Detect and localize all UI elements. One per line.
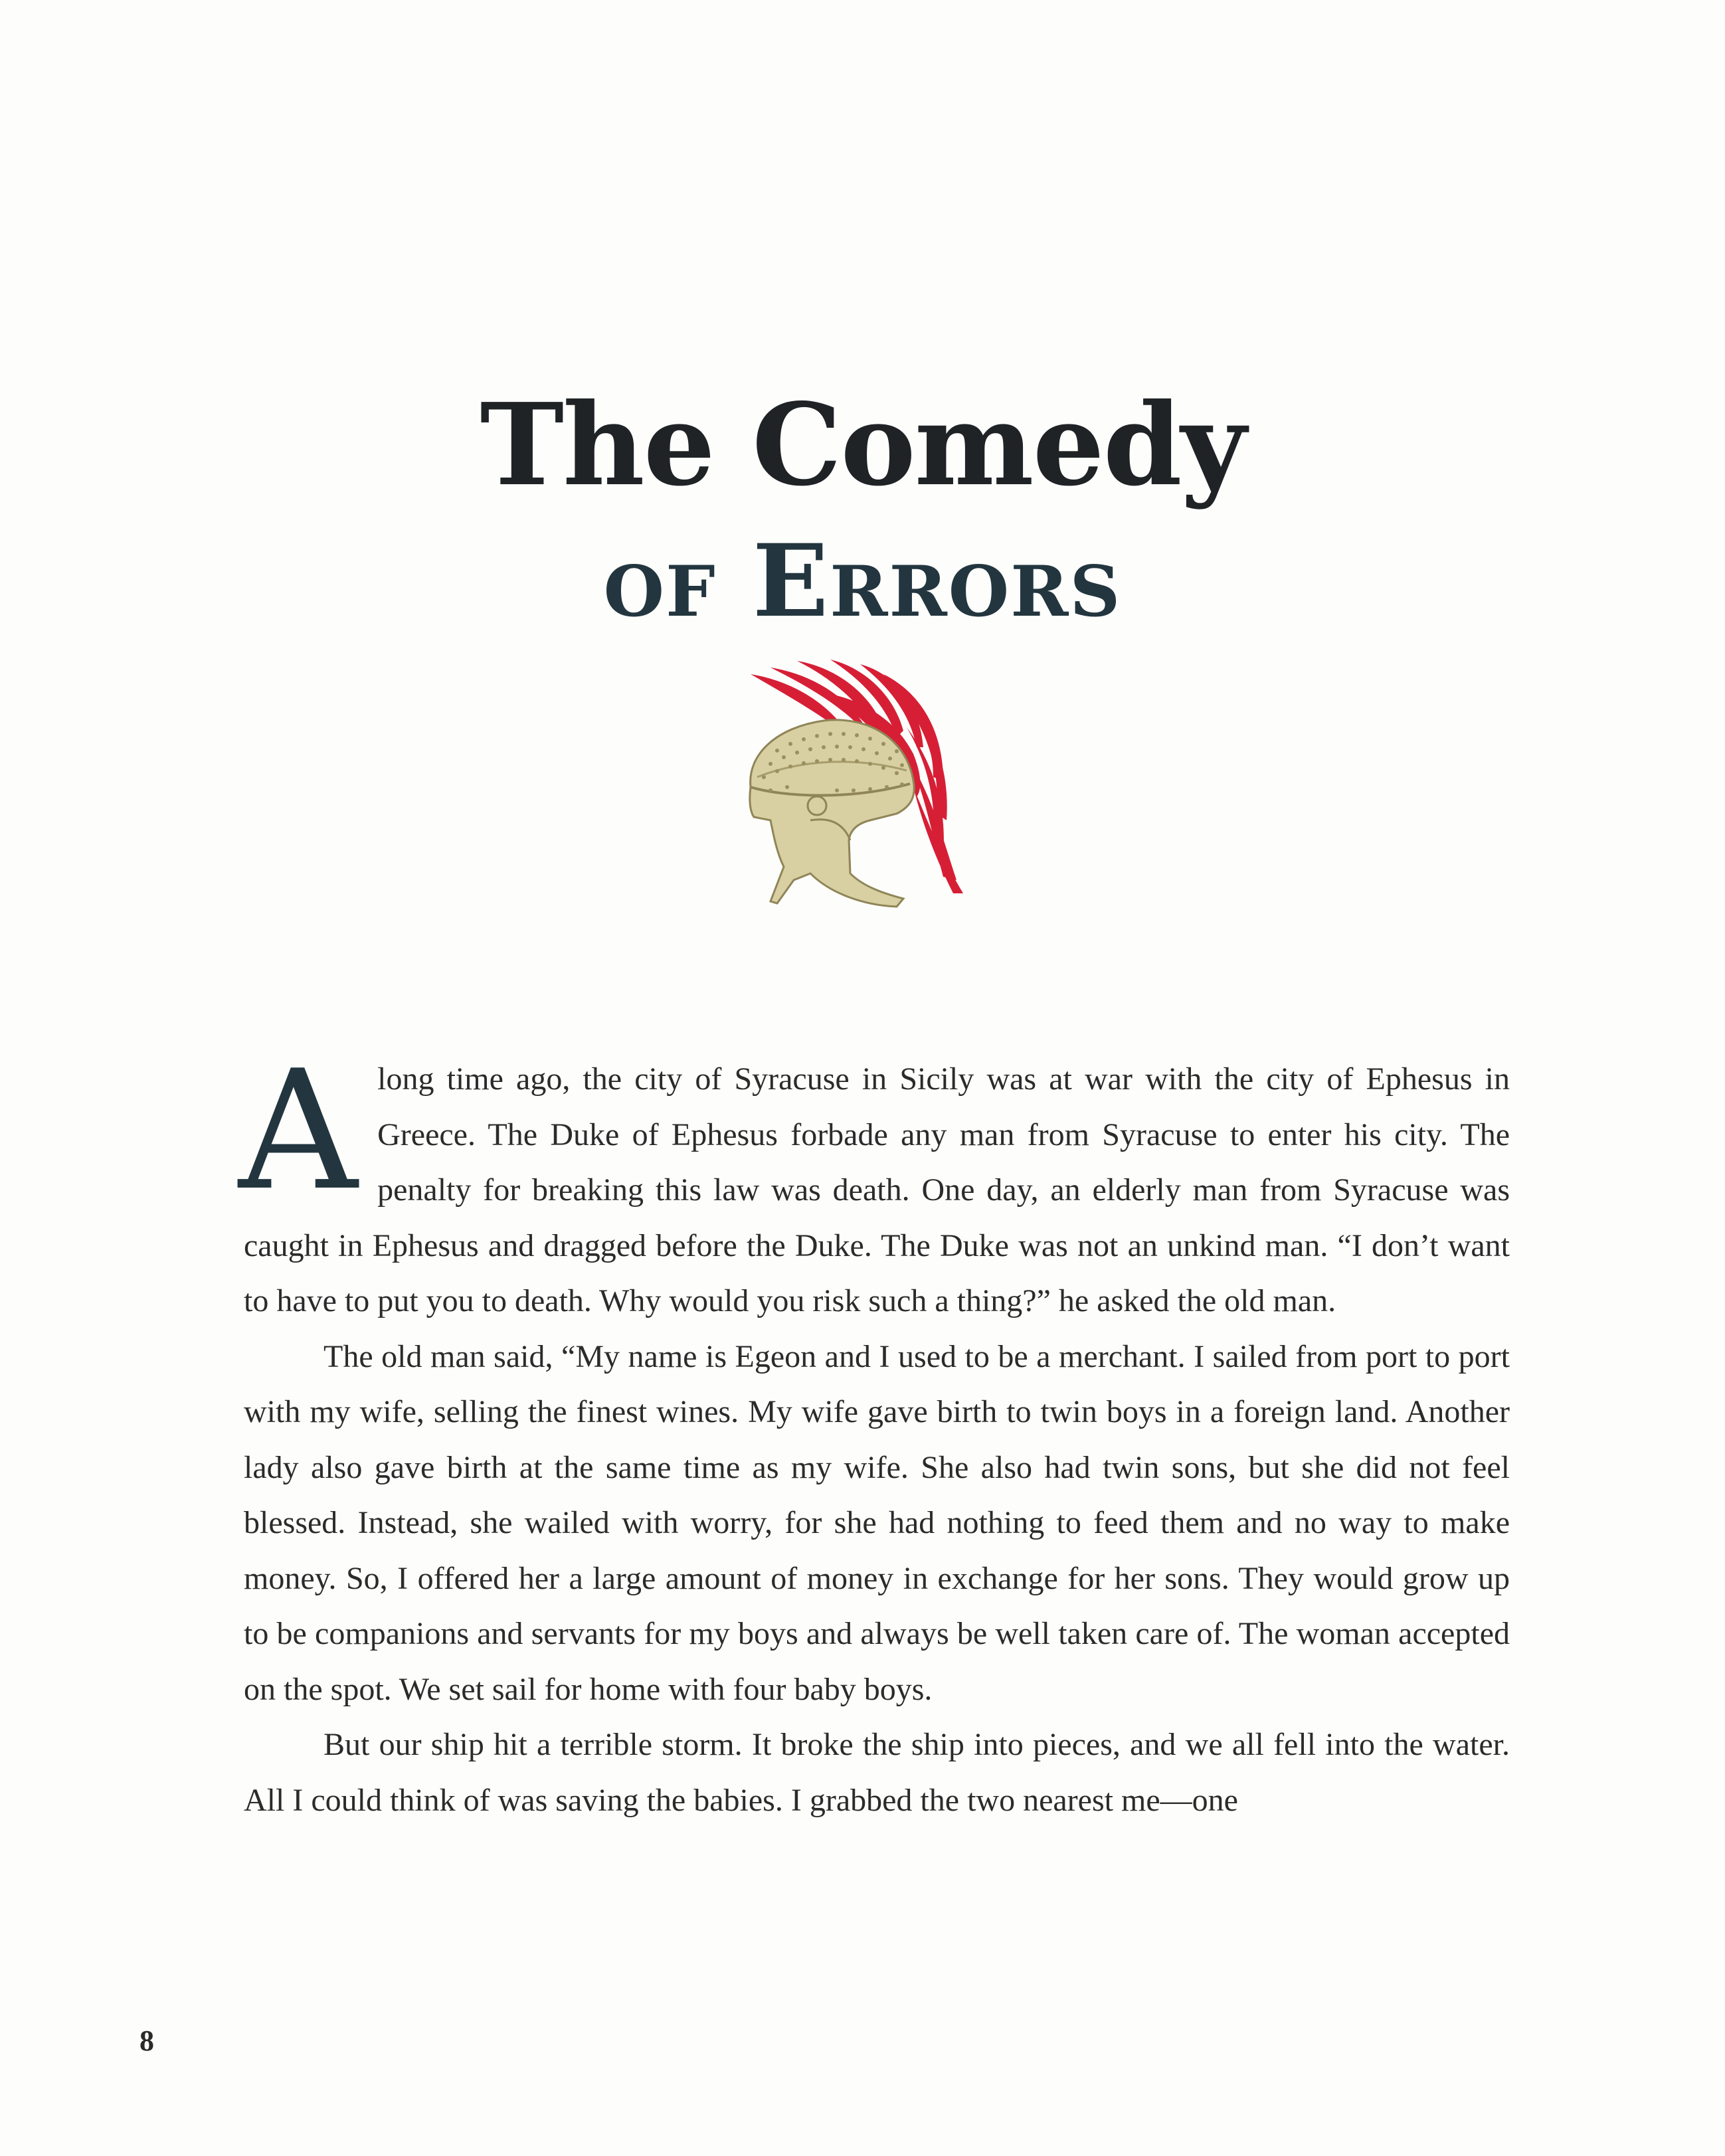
story-text [238, 1035, 1510, 1828]
page-number: 8 [139, 2024, 154, 2057]
paragraph-3: But our ship hit a terrible storm. It broke the ship into pieces, and we all fell into the water. All I could think of was saving the babies. I grabbed the two nearest me—one [244, 1727, 1510, 1818]
paragraph-2: The old man said, “My name is Egeon and I used to be a merchant. I sailed from port to port with my wife, selling the finest wines. My wife gave birth to twin boys in a foreign land. Another lady also gave birth at the same time as my wife. She also had twin sons, but she did not feel blessed. Instead, she wailed with worry, for she had nothing to feed them and no way to make money. So, I offered her a large amount of money in exchange for her sons. They would grow up to be companions and servants for my boys and always be well taken care of. The woman accepted on the spot. We set sail for home with four baby boys. [244, 1338, 1510, 1707]
helmet-body [750, 720, 914, 907]
roman-helmet-icon [731, 654, 996, 920]
paragraph-1-text: long time ago, the city of Syracuse in Sicily was at war with the city of Ephesus in Greece. The Duke of Ephesus forbade any man from Syracuse to enter his city. The penalty for breaking this law was death. One day, an elderly man from Syracuse was caught in Ephesus and dragged before the Duke. The Duke was not an unkind man. “I don’t want to have to put you to death. Why would you risk such a thing?” he asked the old man. [244, 1061, 1510, 1318]
drop-cap: A [238, 1035, 358, 1227]
paragraph-1 [238, 1035, 1510, 1329]
title-line-2: of Errors [603, 523, 1122, 640]
title-line-1: The Comedy [480, 379, 1245, 511]
